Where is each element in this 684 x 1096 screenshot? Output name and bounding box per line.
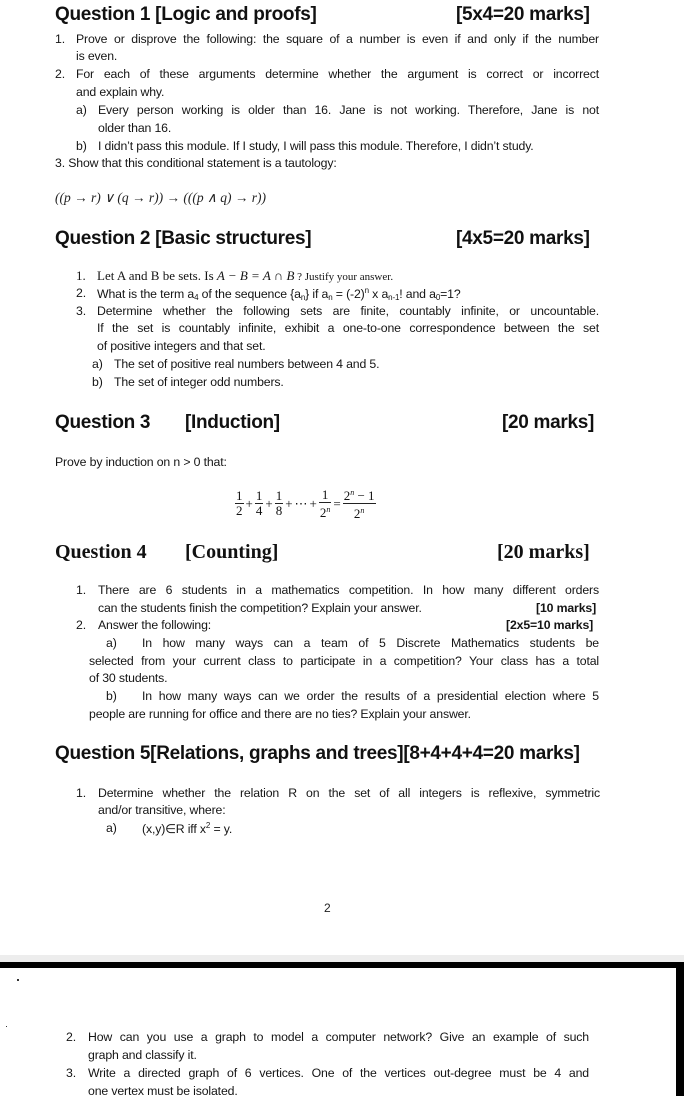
q4-sub-a-line1: In how many ways can a team of 5 Discrete Mathematics students be bbox=[142, 636, 599, 650]
q1-sub-a-label: a) bbox=[76, 103, 87, 117]
fraction bbox=[319, 488, 332, 520]
q5-item1-num: 1. bbox=[76, 786, 86, 800]
denominator bbox=[319, 503, 332, 520]
q4-item1-num: 1. bbox=[76, 583, 86, 597]
subscript: 4 bbox=[194, 293, 199, 302]
numerator: 1 bbox=[255, 488, 263, 503]
q1-item3: 3. Show that this conditional statement is a tautology: bbox=[55, 156, 337, 170]
q3-prompt: Prove by induction on n > 0 that: bbox=[55, 455, 227, 469]
q2-item2-text: What is the term a bbox=[97, 287, 195, 301]
q2-item2-text: =1? bbox=[440, 287, 461, 301]
q2-sub-b-text: The set of integer odd numbers. bbox=[114, 375, 284, 389]
numerator: 1 bbox=[275, 488, 283, 503]
q1-item1-num: 1. bbox=[55, 32, 65, 46]
q4-sub-b-line1: In how many ways can we order the results of a presidential election where 5 bbox=[142, 689, 599, 703]
q2-item2-text: = (-2) bbox=[332, 287, 365, 301]
q4-item2-text: Answer the following: bbox=[98, 618, 212, 632]
ellipsis: ⋯ bbox=[294, 495, 308, 511]
q2-item2-text: x a bbox=[368, 287, 389, 301]
q2-item1-pre: Let A and B be sets. Is bbox=[97, 268, 217, 283]
q5-sub-a-text bbox=[142, 821, 232, 836]
q2-marks: [4x5=20 marks] bbox=[456, 228, 590, 249]
base: 2 bbox=[319, 504, 327, 520]
q5-sub-a-label: a) bbox=[106, 821, 117, 835]
numerator bbox=[343, 486, 376, 503]
plus-sign: + bbox=[265, 495, 273, 511]
q1-title: Question 1 [Logic and proofs] bbox=[55, 4, 317, 25]
q2-title: Question 2 [Basic structures] bbox=[55, 228, 312, 249]
relation-text: (x,y)∈R iff x bbox=[142, 822, 206, 836]
q2-item1 bbox=[97, 268, 393, 284]
q2-sub-a-label: a) bbox=[92, 357, 103, 371]
plus-sign: + bbox=[245, 495, 253, 511]
q1-marks: [5x4=20 marks] bbox=[456, 4, 590, 25]
superscript: n bbox=[364, 286, 369, 295]
q4-item1-marks: [10 marks] bbox=[536, 601, 597, 615]
exam-page-2 bbox=[0, 968, 676, 1096]
subscript: n bbox=[300, 293, 306, 302]
q5-item3-line2: one vertex must be isolated. bbox=[88, 1084, 238, 1096]
q2-item2-text: ! and a bbox=[399, 287, 436, 301]
exponent: n bbox=[350, 488, 355, 497]
q2-sub-b-label: b) bbox=[92, 375, 103, 389]
relation-text: = y. bbox=[210, 822, 233, 836]
q3-induction-formula bbox=[234, 486, 377, 521]
fraction bbox=[343, 486, 376, 521]
page-number: 2 bbox=[324, 901, 331, 915]
q1-item1-line2: is even. bbox=[76, 49, 118, 63]
q4-item1-line2: can the students finish the competition? Explain your answer. bbox=[98, 601, 422, 615]
q5-item3-line1: Write a directed graph of 6 vertices. One of the vertices out-degree must be 4 and bbox=[88, 1066, 589, 1080]
q2-item2-text: of the sequence {a bbox=[198, 287, 301, 301]
q1-tautology-formula: ((p → r) ∨ (q → r)) → (((p ∧ q) → r)) bbox=[55, 190, 266, 205]
denominator: 8 bbox=[275, 503, 283, 518]
q4-sub-b-line2: people are running for office and there are no ties? Explain your answer. bbox=[89, 707, 471, 721]
base: 2 bbox=[353, 506, 361, 521]
numerator: 1 bbox=[236, 488, 243, 503]
q4-title: Question 4 bbox=[55, 541, 147, 563]
q5-item2-line2: graph and classify it. bbox=[88, 1048, 197, 1062]
q2-item3-line3: of positive integers and that set. bbox=[97, 339, 266, 353]
q1-sub-b-line1: I didn’t pass this module. If I study, I will pass this module. Therefore, I didn’t study. bbox=[98, 139, 534, 153]
q4-item2-marks: [2x5=10 marks] bbox=[506, 618, 594, 632]
exponent: n bbox=[326, 504, 331, 514]
q4-sub-a-line3: of 30 students. bbox=[89, 671, 168, 685]
q1-sub-a-line1: Every person working is older than 16. Jane is not working. Therefore, Jane is not bbox=[98, 103, 599, 117]
denominator: 2 bbox=[236, 503, 243, 518]
q2-item2-num: 2. bbox=[76, 286, 86, 300]
q4-item2-num: 2. bbox=[76, 618, 86, 632]
q4-sub-b-label: b) bbox=[106, 689, 117, 703]
q2-item2 bbox=[97, 286, 461, 302]
plus-sign: + bbox=[285, 495, 293, 511]
q4-item1-line1: There are 6 students in a mathematics competition. In how many different orders bbox=[98, 583, 599, 597]
q1-sub-a-line2: older than 16. bbox=[98, 121, 172, 135]
q5-title: Question 5[Relations, graphs and trees][8+4+4+4=20 marks] bbox=[55, 743, 580, 764]
fraction bbox=[275, 489, 284, 518]
scan-edge bbox=[676, 962, 684, 1096]
q5-item1-line1: Determine whether the relation R on the set of all integers is reflexive, symmetric bbox=[98, 786, 600, 800]
remainder: − 1 bbox=[354, 488, 375, 503]
q5-item2-line1: How can you use a graph to model a computer network? Give an example of such bbox=[88, 1030, 589, 1044]
q2-item3-num: 3. bbox=[76, 304, 86, 318]
q3-topic: [Induction] bbox=[185, 412, 280, 433]
q2-item1-num: 1. bbox=[76, 268, 86, 283]
fraction bbox=[255, 489, 264, 518]
q1-sub-b-label: b) bbox=[76, 139, 87, 153]
q2-item1-math: A − B = A ∩ B bbox=[216, 268, 295, 283]
q5-item2-num: 2. bbox=[66, 1030, 76, 1044]
q1-item2-line2: and explain why. bbox=[76, 85, 165, 99]
subscript: n bbox=[328, 293, 333, 302]
q4-sub-a-line2: selected from your current class to participate in a competition? Your class has a total bbox=[89, 654, 599, 668]
q1-item1-line1: Prove or disprove the following: the square of a number is even if and only if the number bbox=[76, 32, 599, 46]
q4-marks: [20 marks] bbox=[497, 541, 590, 563]
denominator: 4 bbox=[255, 503, 263, 518]
superscript: 2 bbox=[205, 821, 211, 830]
plus-sign: + bbox=[309, 495, 317, 511]
q1-item2-line1: For each of these arguments determine whether the argument is correct or incorrect bbox=[76, 67, 599, 81]
q2-item3-line2: If the set is countably infinite, exhibit a one-to-one correspondence between the set bbox=[97, 321, 599, 335]
q4-topic: [Counting] bbox=[185, 541, 279, 563]
q4-sub-a-label: a) bbox=[106, 636, 117, 650]
q2-item2-text: } if a bbox=[305, 287, 329, 301]
page-gap bbox=[0, 955, 684, 962]
scan-speck bbox=[17, 979, 19, 981]
q2-sub-a-text: The set of positive real numbers between 4 and 5. bbox=[114, 357, 380, 371]
numerator: 1 bbox=[321, 486, 329, 502]
subscript: n-1 bbox=[388, 293, 400, 302]
q3-marks: [20 marks] bbox=[502, 412, 595, 433]
q2-item1-post: ? Justify your answer. bbox=[294, 271, 394, 283]
q2-item3-line1: Determine whether the following sets are finite, countably infinite, or uncountable. bbox=[97, 304, 599, 318]
fraction bbox=[235, 489, 244, 518]
exponent: n bbox=[360, 506, 365, 515]
base: 2 bbox=[343, 488, 351, 503]
q1-item2-num: 2. bbox=[55, 67, 65, 81]
q5-item1-line2: and/or transitive, where: bbox=[98, 803, 226, 817]
denominator bbox=[353, 504, 366, 521]
q3-title: Question 3 bbox=[55, 412, 151, 433]
q5-item3-num: 3. bbox=[66, 1066, 76, 1080]
scan-speck bbox=[6, 1026, 7, 1027]
equals-sign: = bbox=[333, 495, 341, 511]
subscript: 0 bbox=[435, 293, 441, 302]
